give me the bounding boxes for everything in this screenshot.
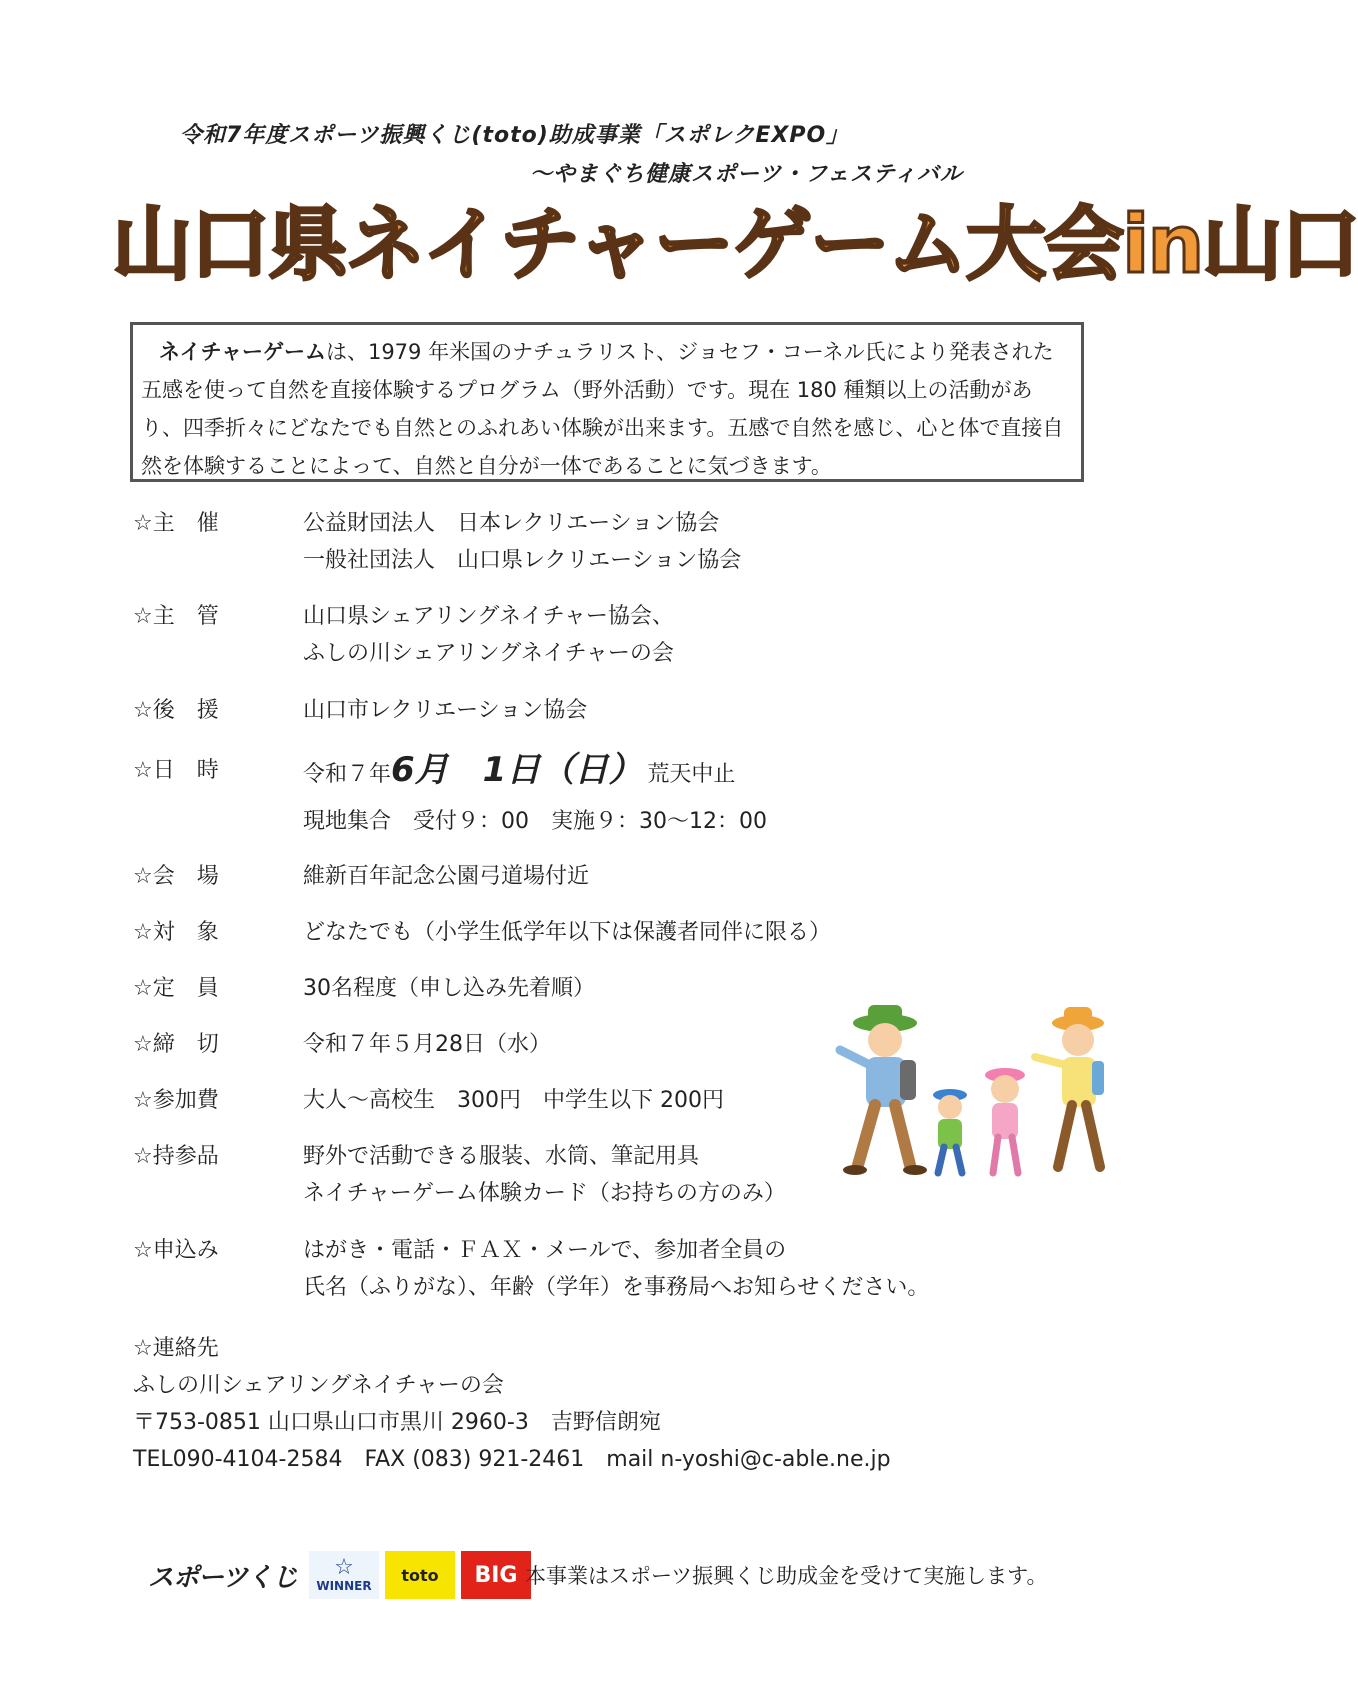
contact-org: ふしの川シェアリングネイチャーの会 [133,1373,504,1398]
host-label: ☆主 催 [133,511,219,536]
date-prefix: 令和７年 [303,762,392,787]
intro-text: は、1979 年米国のナチュラリスト、ジョセフ・コーネル氏により発表された五感を使って自然を直接体験するプログラム（野外活動）です。現在 180 種類以上の活動があり、四季折々にどなたでも自然とのふれあい体験が出来ます。五感で自然を感じ、心と体で直接自然を体験することによって、自然と自分が一体であることに気づきます。 [141,340,1064,478]
winner-logo [309,1551,379,1599]
capacity-label: ☆定 員 [133,976,219,1001]
venue-value: 維新百年記念公園弓道場付近 [303,864,590,889]
date-big: 6月 1日（日） [391,750,626,790]
support-label: ☆後 援 [133,698,219,723]
venue-label: ☆会 場 [133,864,219,889]
deadline-label: ☆締 切 [133,1032,219,1057]
contact-address: 〒753-0851 山口県山口市黒川 2960-3 吉野信朗宛 [133,1410,661,1435]
items-value-2: ネイチャーゲーム体験カード（お持ちの方のみ） [303,1181,786,1206]
sports-kuji-logo: スポーツくじ [148,1562,297,1593]
apply-label: ☆申込み [133,1238,219,1263]
man-figure [840,1005,927,1175]
deadline-value: 令和７年５月28日（水） [303,1032,551,1057]
intro-lead: ネイチャーゲーム [159,340,326,364]
capacity-value: 30名程度（申し込み先着順） [303,976,595,1001]
host-value-2: 一般社団法人 山口県レクリエーション協会 [303,548,742,573]
date-value [303,752,1063,793]
hiking-family-illustration [830,995,1130,1185]
apply-value-2: 氏名（ふりがな）、年齢（学年）を事務局へお知らせください。 [303,1275,930,1300]
organizer-value-1: 山口県シェアリングネイチャー協会、 [303,604,674,629]
big-logo: BIG [461,1551,531,1599]
footer-note: 本事業はスポーツ振興くじ助成金を受けて実施します。 [525,1564,1048,1588]
fee-label: ☆参加費 [133,1088,219,1113]
date-time: 現地集合 受付９：00 実施９：30～12：00 [303,809,767,834]
target-value: どなたでも（小学生低学年以下は保護者同伴に限る） [303,920,832,945]
date-label: ☆日 時 [133,758,219,783]
toto-logo: toto [385,1551,455,1599]
woman-figure [1035,1007,1104,1167]
event-title: 山口県ネイチャーゲーム大会in山口 [112,198,1358,291]
date-suffix: 荒天中止 [647,762,736,787]
support-value: 山口市レクリエーション協会 [303,698,588,723]
winner-logo-text: WINNER [316,1579,372,1593]
sponsor-logos [148,1550,531,1600]
star-icon: ☆ [334,1555,354,1580]
girl-figure [985,1068,1025,1173]
items-label: ☆持参品 [133,1144,219,1169]
items-value-1: 野外で活動できる服装、水筒、筆記用具 [303,1144,700,1169]
apply-value-1: はがき・電話・ＦＡＸ・メールで、参加者全員の [303,1238,787,1263]
boy-figure [933,1089,967,1173]
contact-phone: TEL090-4104-2584 FAX (083) 921-2461 mail n-yoshi@c-able.ne.jp [133,1447,891,1472]
host-value-1: 公益財団法人 日本レクリエーション協会 [303,511,720,536]
contact-label: ☆連絡先 [133,1336,219,1361]
subtitle-line-2: ～やまぐち健康スポーツ・フェスティバル [530,162,963,187]
organizer-label: ☆主 管 [133,604,219,629]
intro-box [130,322,1084,482]
target-label: ☆対 象 [133,920,219,945]
fee-value: 大人～高校生 300円 中学生以下 200円 [303,1088,724,1113]
subtitle-line-1: 令和7年度スポーツ振興くじ(toto)助成事業「スポレクEXPO」 [180,123,850,148]
organizer-value-2: ふしの川シェアリングネイチャーの会 [303,641,674,666]
